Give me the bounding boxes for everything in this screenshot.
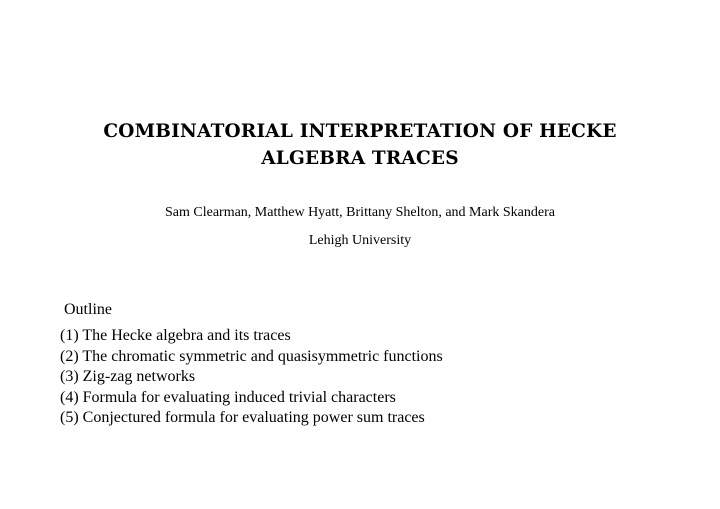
outline-item-3: (3) Zig-zag networks — [60, 368, 196, 385]
outline-item-4: (4) Formula for evaluating induced trivial characters — [60, 388, 396, 406]
outline-heading: Outline — [64, 301, 112, 318]
outline-item-2: (2) The chromatic symmetric and quasisymmetric functions — [60, 347, 443, 365]
outline-item-5: (5) Conjectured formula for evaluating power sum traces — [60, 409, 425, 426]
outline-item-1: (1) The Hecke algebra and its traces — [60, 327, 291, 344]
author-list: Sam Clearman, Matthew Hyatt, Brittany Shelton, and Mark Skandera — [165, 205, 555, 220]
paper-title — [40, 118, 680, 172]
affiliation: Lehigh University — [308, 233, 412, 248]
paper-title-line-1: COMBINATORIAL INTERPRETATION OF HECKE — [103, 121, 617, 142]
outline-list — [60, 326, 443, 429]
paper-title-line-2: ALGEBRA TRACES — [261, 148, 459, 169]
